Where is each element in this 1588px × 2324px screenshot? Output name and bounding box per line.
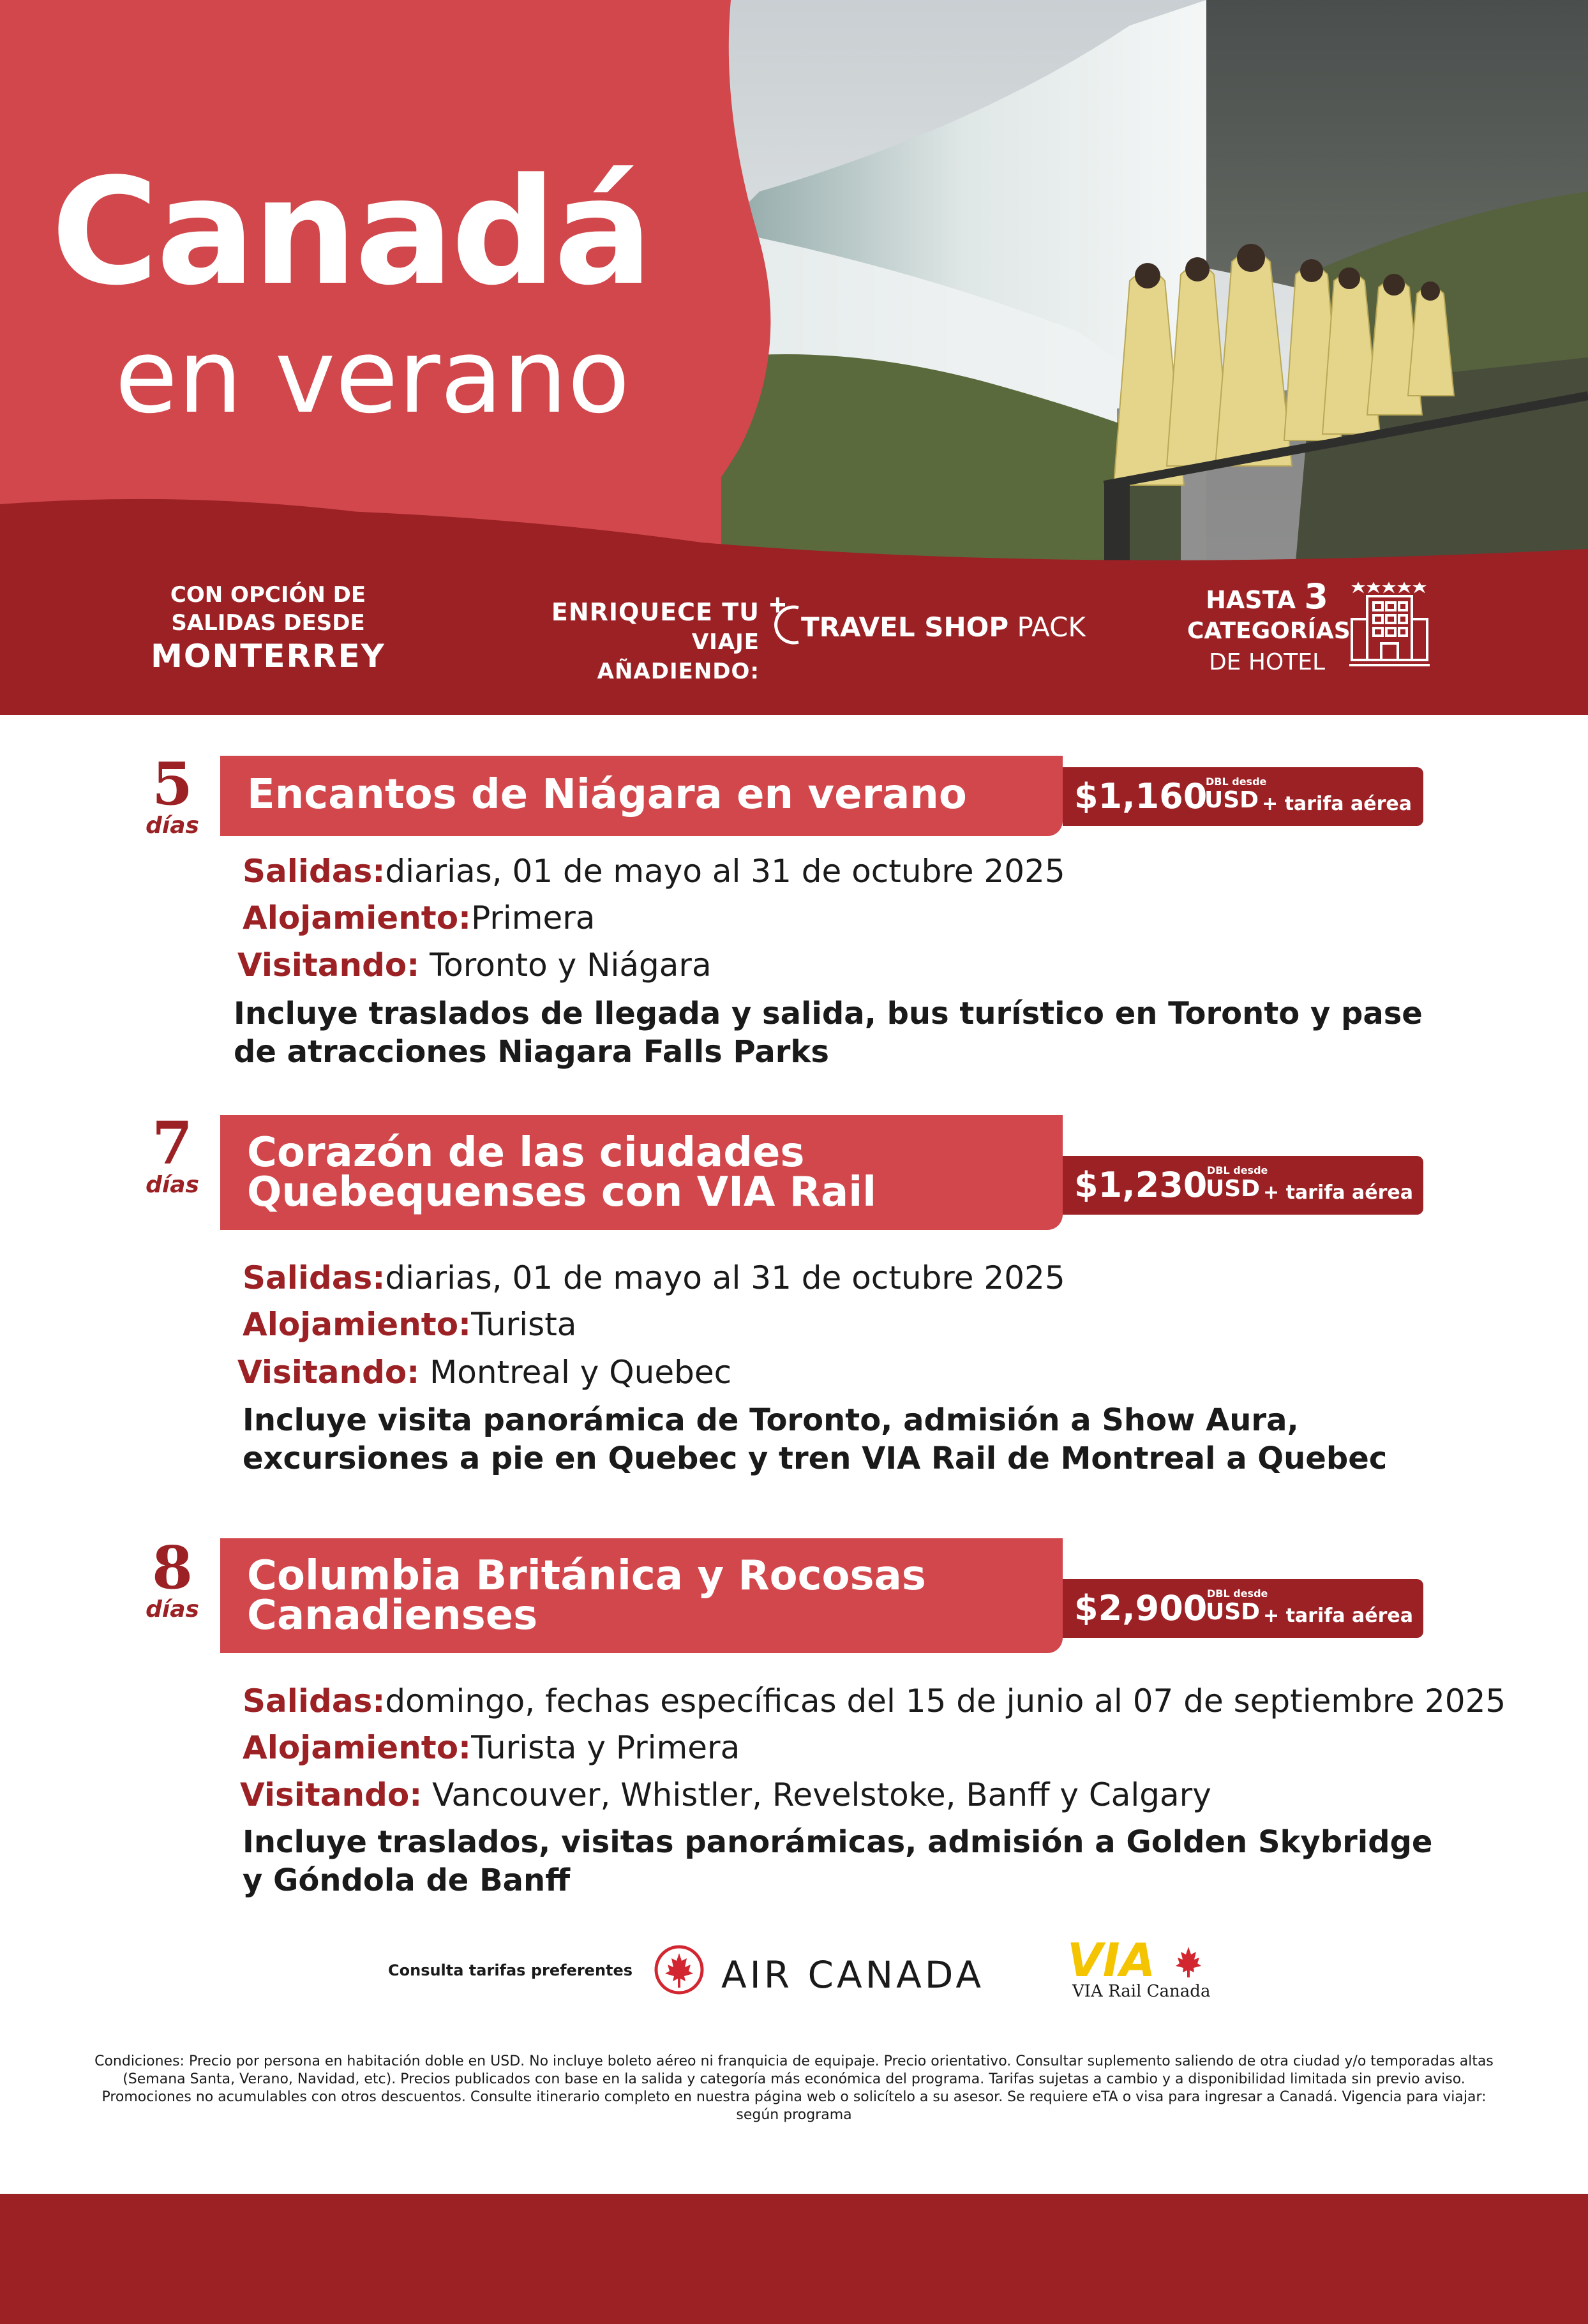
- price-note: DBL desde: [1207, 1164, 1268, 1176]
- package-title-line1: Corazón de las ciudades: [247, 1129, 805, 1176]
- travel-shop-pack-logo: [769, 587, 1086, 657]
- page-title: Canadá: [51, 147, 650, 318]
- page-subtitle: en verano: [115, 317, 630, 436]
- info-band: [0, 562, 1588, 715]
- package-title-line2: Quebequenses con VIA Rail: [247, 1169, 877, 1216]
- price-amount: $1,230: [1074, 1165, 1208, 1205]
- price-note: DBL desde: [1207, 1587, 1268, 1600]
- price-currency: USD: [1206, 1176, 1261, 1202]
- enrich-line2: VIAJE AÑADIENDO:: [597, 629, 760, 684]
- alojamiento-label: Alojamiento:: [243, 1729, 472, 1766]
- hotel-info: [1187, 576, 1351, 678]
- enrich-line1: ENRIQUECE TU: [551, 598, 760, 626]
- price-amount: $1,160: [1074, 776, 1208, 816]
- price-suffix: + tarifa aérea: [1262, 793, 1412, 815]
- conditions-text: Condiciones: Precio por persona en habitación doble en USD. No incluye boleto aéreo ni franquicia de equipaje. Precio orientativo. Consultar suplemento saliendo de otra ciudad y/o temporadas altas (Semana Santa, Verano, Navidad, etc). Precios publicados con base en la salida y categoría más económica del programa. Tarifas sujetas a cambio y a disponibilidad limitada sin previo aviso. Promociones no acumulables con otros descuentos. Consulte itinerario completo en nuestra página web o solicítelo a su asesor. Se requiere eTA o visa para ingresar a Canadá. Vigencia para viajar: según programa: [94, 2053, 1494, 2123]
- footer-band: [0, 2194, 1588, 2324]
- travel-shop-text: TRAVEL SHOP: [801, 611, 1009, 643]
- days-label: días: [146, 813, 199, 839]
- price-suffix: + tarifa aérea: [1263, 1181, 1413, 1204]
- salidas-row: [243, 852, 1065, 890]
- alojamiento-row: [243, 1305, 576, 1344]
- price-amount: $2,900: [1074, 1588, 1208, 1628]
- package-title-bar: [220, 1538, 1063, 1653]
- hotel-line1: [1187, 576, 1347, 617]
- visitando-row: [237, 946, 712, 984]
- price-tag: [1063, 1156, 1423, 1215]
- alojamiento-value: Primera: [471, 899, 596, 936]
- consult-text: Consulta tarifas preferentes: [388, 1961, 633, 1979]
- days-label: días: [146, 1172, 199, 1198]
- days-badge: [137, 1109, 207, 1198]
- salidas-label: Salidas:: [243, 1683, 386, 1720]
- package-title-line1: Columbia Británica y Rocosas: [247, 1552, 926, 1600]
- hero-banner: [0, 0, 1588, 562]
- days-number: 7: [151, 1109, 193, 1178]
- visitando-label: Visitando:: [240, 1776, 423, 1813]
- enrich-info: [530, 597, 760, 686]
- visitando-label: Visitando:: [237, 1354, 420, 1391]
- departure-line2: SALIDAS DESDE: [171, 610, 365, 636]
- days-label: días: [146, 1596, 199, 1623]
- visitando-label: Visitando:: [237, 947, 420, 984]
- maple-leaf-icon: [1176, 1947, 1201, 1977]
- package-title-bar: [220, 1115, 1063, 1230]
- air-canada-wordmark[interactable]: AIR CANADA: [721, 1953, 985, 1997]
- visitando-value: Montreal y Quebec: [419, 1354, 732, 1391]
- hotel-building-icon: [1348, 581, 1431, 670]
- package-title: Encantos de Niágara en verano: [247, 771, 967, 818]
- alojamiento-label: Alojamiento:: [243, 1306, 472, 1343]
- visitando-value: Vancouver, Whistler, Revelstoke, Banff y Calgary: [422, 1776, 1211, 1813]
- pack-text: PACK: [1008, 611, 1086, 643]
- salidas-value: diarias, 01 de mayo al 31 de octubre 2025: [385, 1259, 1065, 1296]
- alojamiento-label: Alojamiento:: [243, 899, 472, 936]
- days-badge: [137, 749, 207, 839]
- days-number: 5: [151, 749, 193, 818]
- hotel-line3: DE HOTEL: [1208, 649, 1326, 675]
- includes-text: Incluye visita panorámica de Toronto, admisión a Show Aura, excursiones a pie en Quebec y tren VIA Rail de Montreal a Quebec: [243, 1402, 1388, 1476]
- package-title-bar: [220, 756, 1063, 836]
- alojamiento-value: Turista: [471, 1306, 577, 1343]
- price-currency: USD: [1206, 1599, 1261, 1625]
- travel-shop-pack-text: [801, 611, 1086, 643]
- alojamiento-value: Turista y Primera: [471, 1729, 740, 1766]
- hotel-upto: HASTA: [1206, 586, 1296, 614]
- via-wordmark: VIA: [1067, 1938, 1156, 1987]
- salidas-label: Salidas:: [243, 853, 386, 890]
- price-note: DBL desde: [1206, 776, 1267, 788]
- departure-info: [140, 581, 396, 675]
- hotel-line2: CATEGORÍAS: [1187, 618, 1351, 644]
- salidas-label: Salidas:: [243, 1259, 386, 1296]
- via-rail-canada-text: VIA Rail Canada: [1072, 1982, 1211, 2001]
- price-tag: [1063, 1579, 1423, 1638]
- package-title-line2: Canadienses: [247, 1592, 538, 1639]
- visitando-value: Toronto y Niágara: [419, 947, 712, 984]
- salidas-row: [243, 1259, 1065, 1297]
- days-badge: [137, 1533, 207, 1623]
- includes-text: Incluye traslados de llegada y salida, bus turístico en Toronto y pase de atracciones Niagara Falls Parks: [234, 996, 1423, 1070]
- plus-icon: +: [769, 588, 786, 621]
- air-canada-maple-leaf-icon[interactable]: [654, 1944, 705, 1995]
- visitando-row: [240, 1776, 1211, 1814]
- salidas-row: [243, 1682, 1506, 1720]
- hotel-count: 3: [1304, 576, 1328, 617]
- alojamiento-row: [243, 899, 595, 937]
- price-currency: USD: [1204, 787, 1259, 813]
- price-suffix: + tarifa aérea: [1263, 1605, 1413, 1627]
- price-tag: [1063, 767, 1423, 826]
- visitando-row: [237, 1353, 731, 1391]
- salidas-value: diarias, 01 de mayo al 31 de octubre 2025: [385, 853, 1065, 890]
- alojamiento-row: [243, 1728, 740, 1767]
- departure-city: MONTERREY: [151, 638, 386, 675]
- departure-line1: CON OPCIÓN DE: [170, 582, 366, 608]
- salidas-value: domingo, fechas específicas del 15 de junio al 07 de septiembre 2025: [385, 1683, 1506, 1720]
- days-number: 8: [151, 1533, 193, 1602]
- includes-text: Incluye traslados, visitas panorámicas, admisión a Golden Skybridge y Góndola de Banff: [243, 1824, 1433, 1898]
